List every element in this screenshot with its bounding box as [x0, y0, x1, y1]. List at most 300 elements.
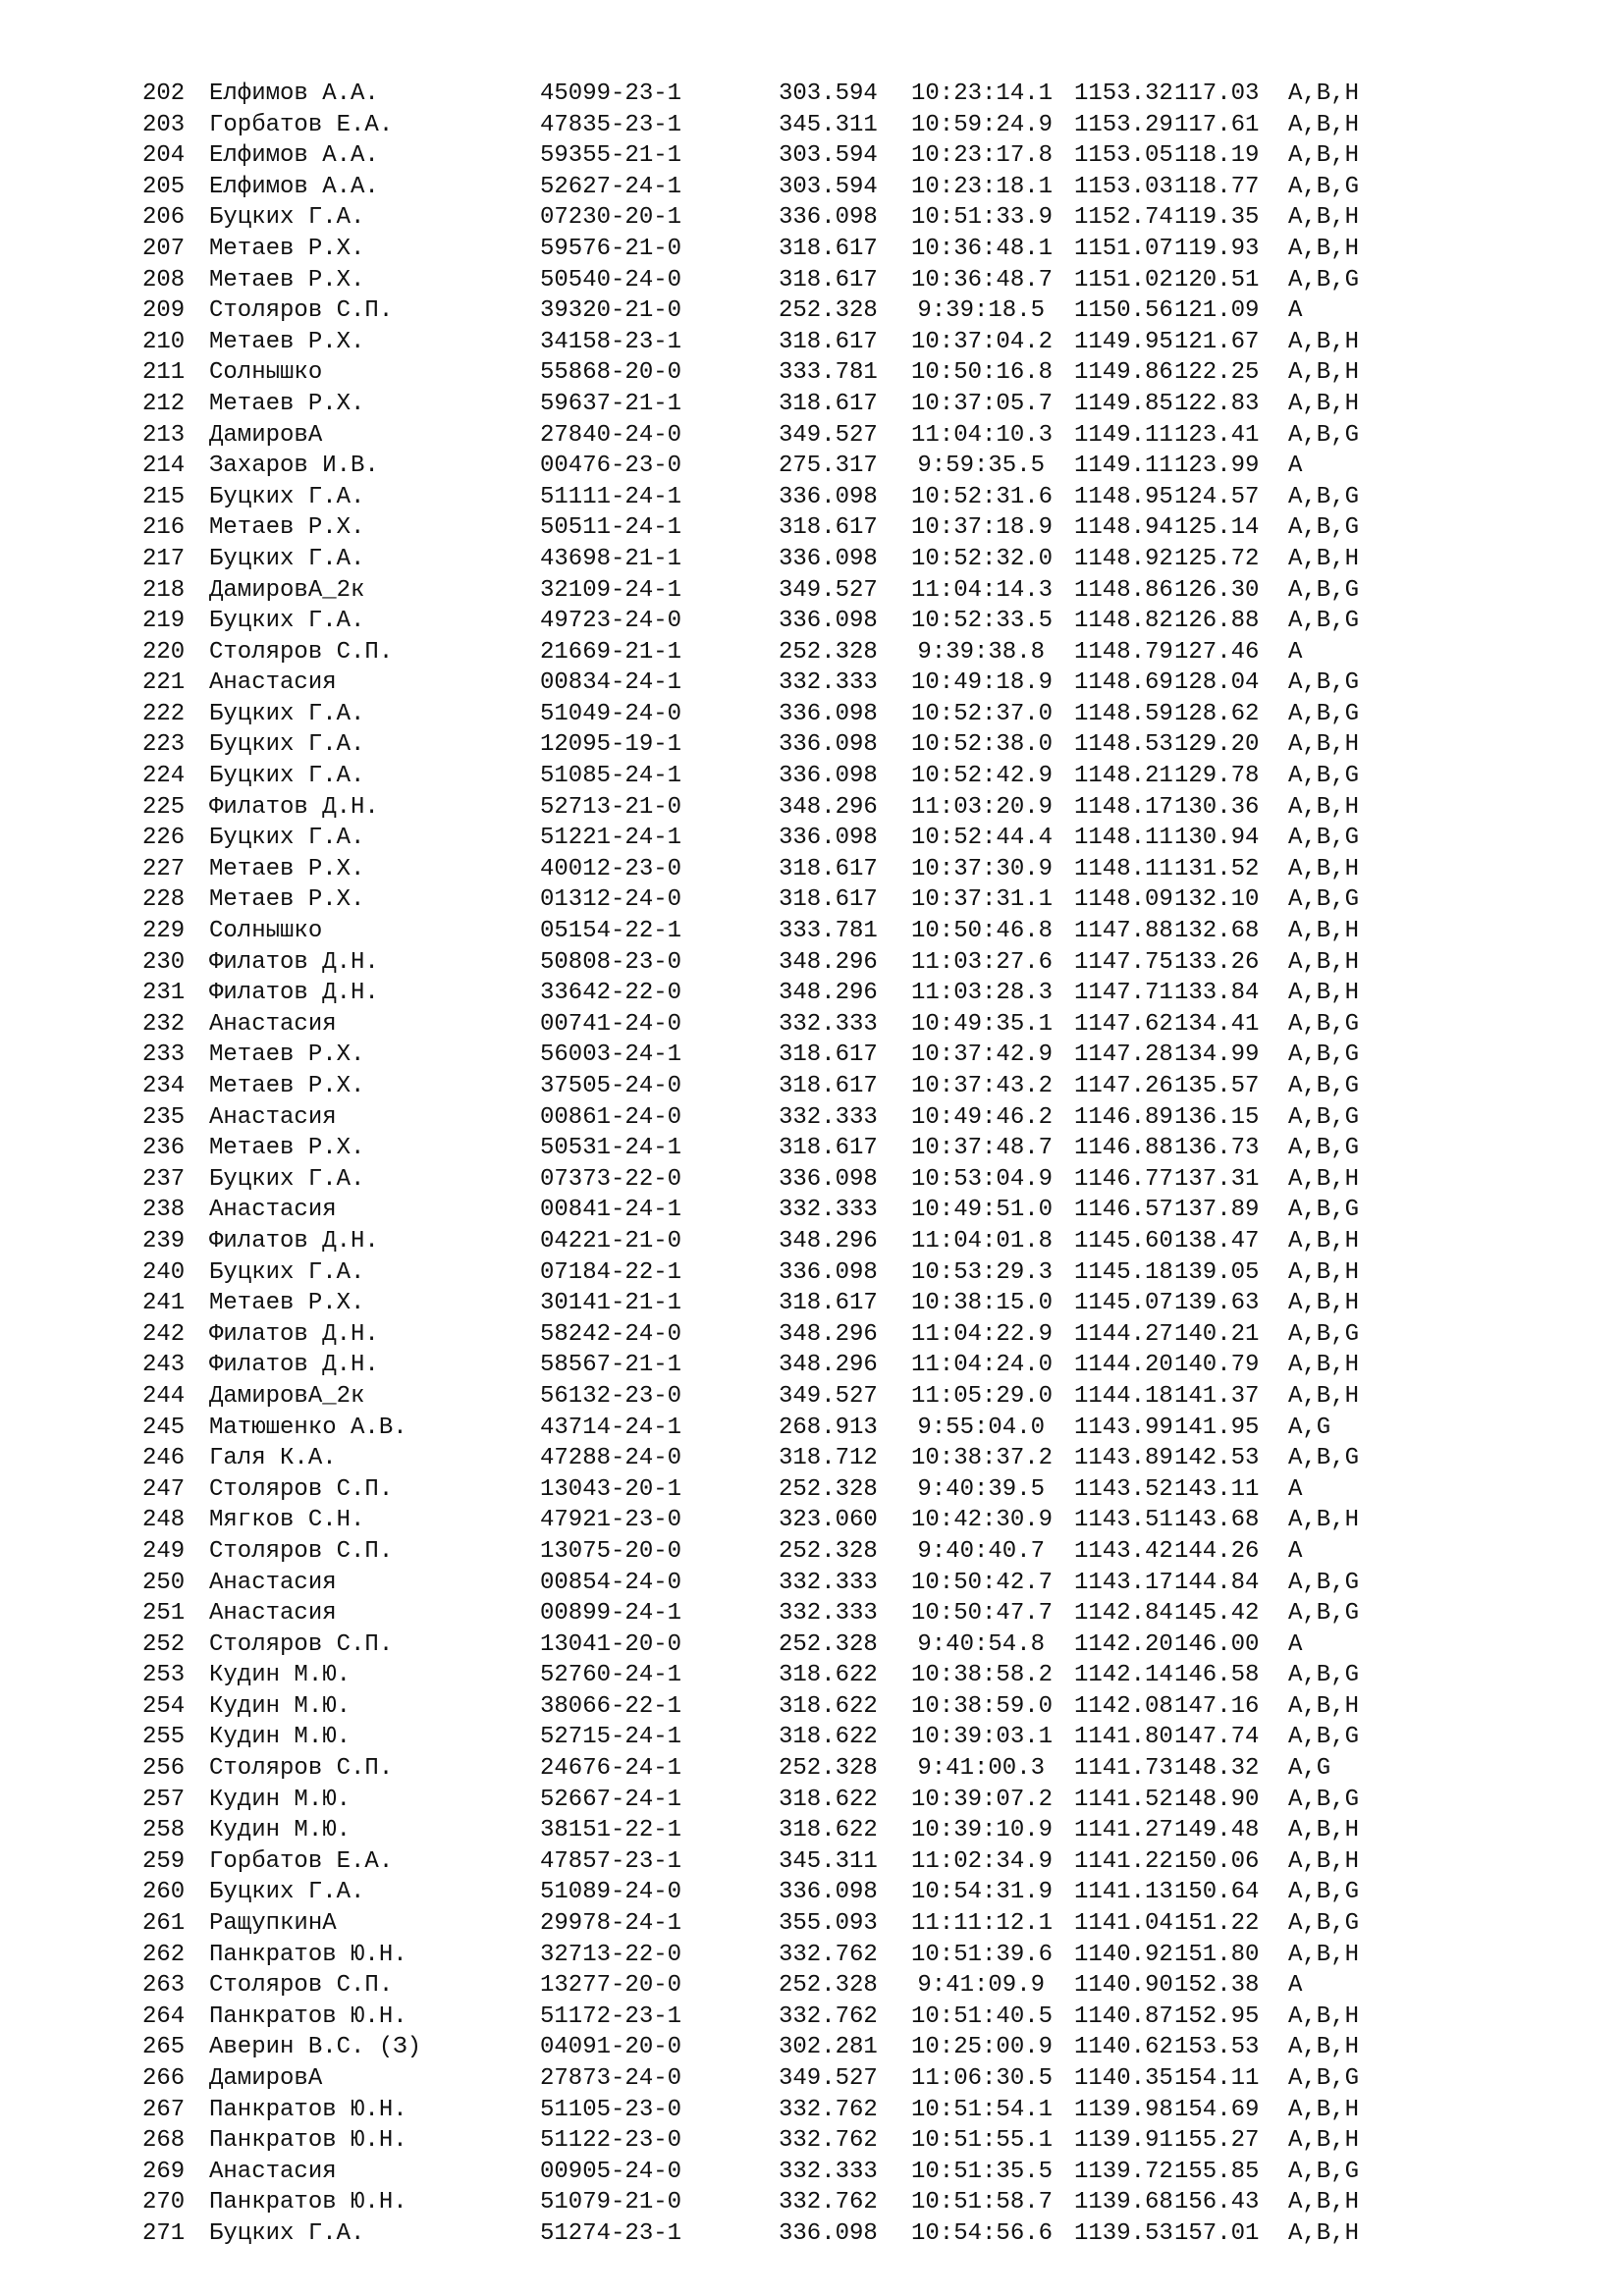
distance: 348.296	[779, 793, 878, 821]
owner-name: Аверин В.С. (З)	[209, 2034, 422, 2061]
points: 148.90	[1174, 1786, 1260, 1813]
arrival-time: 10:37:48.7	[911, 1135, 1054, 1162]
place-number: 221	[142, 669, 186, 697]
distance: 323.060	[779, 1507, 878, 1534]
distance: 252.328	[779, 297, 878, 325]
categories: A,B,G	[1288, 266, 1360, 294]
place-number: 252	[142, 1630, 186, 1658]
speed: 1144.27	[1074, 1320, 1173, 1348]
distance: 252.328	[779, 1630, 878, 1658]
table-row	[142, 79, 1377, 110]
arrival-time: 11:06:30.5	[911, 2065, 1054, 2092]
categories: A,B,H	[1288, 1941, 1360, 1968]
ring-number: 51049-24-0	[540, 700, 682, 727]
owner-name: Панкратов Ю.Н.	[209, 2096, 407, 2123]
speed: 1153.05	[1074, 142, 1173, 170]
ring-number: 51105-23-0	[540, 2096, 682, 2123]
points: 127.46	[1174, 638, 1260, 666]
categories: A	[1288, 1630, 1303, 1658]
arrival-time: 10:59:24.9	[911, 111, 1054, 138]
arrival-time: 9:55:04.0	[917, 1414, 1045, 1441]
categories: A,B,H	[1288, 1290, 1360, 1317]
place-number: 254	[142, 1692, 186, 1720]
table-row	[142, 699, 1377, 730]
distance: 318.617	[779, 390, 878, 417]
distance: 336.098	[779, 483, 878, 510]
speed: 1139.68	[1074, 2189, 1173, 2216]
points: 150.64	[1174, 1879, 1260, 1906]
owner-name: Буцких Г.А.	[209, 1165, 365, 1193]
points: 128.62	[1174, 700, 1260, 727]
distance: 318.617	[779, 1135, 878, 1162]
speed: 1146.88	[1074, 1135, 1173, 1162]
place-number: 257	[142, 1786, 186, 1813]
owner-name: Кудин М.Ю.	[209, 1817, 352, 1844]
points: 135.57	[1174, 1073, 1260, 1099]
arrival-time: 11:11:12.1	[911, 1910, 1054, 1938]
table-row	[142, 2125, 1377, 2157]
owner-name: Солнышко	[209, 359, 323, 387]
categories: A,B,H	[1288, 731, 1360, 759]
arrival-time: 10:54:31.9	[911, 1879, 1054, 1906]
points: 149.48	[1174, 1817, 1260, 1844]
table-row	[142, 1877, 1377, 1908]
points: 146.58	[1174, 1662, 1260, 1689]
points: 125.72	[1174, 545, 1260, 572]
points: 139.63	[1174, 1290, 1260, 1317]
points: 147.74	[1174, 1724, 1260, 1751]
points: 151.80	[1174, 1941, 1260, 1968]
distance: 332.762	[779, 1941, 878, 1968]
table-row	[142, 234, 1377, 265]
place-number: 216	[142, 514, 186, 542]
arrival-time: 9:39:38.8	[917, 638, 1045, 666]
speed: 1148.11	[1074, 855, 1173, 882]
arrival-time: 10:50:42.7	[911, 1569, 1054, 1596]
arrival-time: 10:51:55.1	[911, 2127, 1054, 2155]
categories: A,B,G	[1288, 1879, 1360, 1906]
categories: A,B,G	[1288, 483, 1360, 510]
points: 140.79	[1174, 1352, 1260, 1379]
speed: 1148.11	[1074, 825, 1173, 852]
place-number: 218	[142, 576, 186, 604]
arrival-time: 10:52:32.0	[911, 545, 1054, 572]
owner-name: Кудин М.Ю.	[209, 1786, 352, 1813]
ring-number: 47857-23-1	[540, 1847, 682, 1875]
categories: A	[1288, 1972, 1303, 2000]
arrival-time: 10:51:33.9	[911, 204, 1054, 232]
owner-name: Буцких Г.А.	[209, 545, 365, 572]
ring-number: 04091-20-0	[540, 2034, 682, 2061]
table-row	[142, 1474, 1377, 1506]
categories: A,B,H	[1288, 111, 1360, 138]
points: 151.22	[1174, 1910, 1260, 1938]
distance: 332.333	[779, 669, 878, 697]
owner-name: Метаев Р.Х.	[209, 1073, 365, 1099]
ring-number: 47835-23-1	[540, 111, 682, 138]
place-number: 215	[142, 483, 186, 510]
table-row	[142, 357, 1377, 389]
place-number: 249	[142, 1537, 186, 1565]
table-row	[142, 1102, 1377, 1134]
categories: A,B,G	[1288, 576, 1360, 604]
owner-name: Панкратов Ю.Н.	[209, 2002, 407, 2030]
table-row	[142, 916, 1377, 947]
owner-name: Метаев Р.Х.	[209, 886, 365, 914]
speed: 1144.18	[1074, 1382, 1173, 1410]
arrival-time: 10:39:07.2	[911, 1786, 1054, 1813]
place-number: 226	[142, 825, 186, 852]
speed: 1147.26	[1074, 1073, 1173, 1099]
points: 150.06	[1174, 1847, 1260, 1875]
speed: 1148.86	[1074, 576, 1173, 604]
ring-number: 51172-23-1	[540, 2002, 682, 2030]
ring-number: 51089-24-0	[540, 1879, 682, 1906]
ring-number: 59576-21-0	[540, 235, 682, 262]
table-row	[142, 1226, 1377, 1257]
speed: 1143.17	[1074, 1569, 1173, 1596]
ring-number: 56003-24-1	[540, 1041, 682, 1069]
arrival-time: 10:49:35.1	[911, 1010, 1054, 1038]
distance: 348.296	[779, 1227, 878, 1255]
points: 155.27	[1174, 2127, 1260, 2155]
speed: 1148.09	[1074, 886, 1173, 914]
speed: 1153.03	[1074, 173, 1173, 200]
speed: 1143.99	[1074, 1414, 1173, 1441]
place-number: 235	[142, 1103, 186, 1131]
categories: A,B,G	[1288, 1320, 1360, 1348]
ring-number: 47921-23-0	[540, 1507, 682, 1534]
distance: 336.098	[779, 700, 878, 727]
table-row	[142, 1505, 1377, 1536]
ring-number: 00476-23-0	[540, 453, 682, 480]
arrival-time: 10:23:18.1	[911, 173, 1054, 200]
arrival-time: 10:38:15.0	[911, 1290, 1054, 1317]
arrival-time: 10:37:30.9	[911, 855, 1054, 882]
table-row	[142, 1660, 1377, 1691]
points: 120.51	[1174, 266, 1260, 294]
table-row	[142, 2063, 1377, 2095]
place-number: 213	[142, 421, 186, 449]
categories: A,B,G	[1288, 1786, 1360, 1813]
place-number: 205	[142, 173, 186, 200]
arrival-time: 10:51:39.6	[911, 1941, 1054, 1968]
points: 134.99	[1174, 1041, 1260, 1069]
arrival-time: 10:37:18.9	[911, 514, 1054, 542]
points: 121.67	[1174, 328, 1260, 355]
speed: 1142.08	[1074, 1692, 1173, 1720]
owner-name: Анастасия	[209, 669, 337, 697]
speed: 1140.92	[1074, 1941, 1173, 1968]
ring-number: 24676-24-1	[540, 1755, 682, 1783]
categories: A,B,H	[1288, 2034, 1360, 2061]
categories: A,B,H	[1288, 545, 1360, 572]
place-number: 233	[142, 1041, 186, 1069]
table-row	[142, 1940, 1377, 1971]
speed: 1148.92	[1074, 545, 1173, 572]
place-number: 246	[142, 1445, 186, 1472]
points: 117.03	[1174, 80, 1260, 107]
results-table	[142, 79, 1377, 2250]
points: 131.52	[1174, 855, 1260, 882]
table-row	[142, 1288, 1377, 1319]
arrival-time: 10:52:31.6	[911, 483, 1054, 510]
categories: A,B,H	[1288, 980, 1360, 1007]
points: 132.68	[1174, 918, 1260, 945]
arrival-time: 10:36:48.1	[911, 235, 1054, 262]
ring-number: 29978-24-1	[540, 1910, 682, 1938]
distance: 303.594	[779, 142, 878, 170]
points: 137.89	[1174, 1197, 1260, 1224]
ring-number: 13041-20-0	[540, 1630, 682, 1658]
distance: 336.098	[779, 2219, 878, 2247]
categories: A,B,H	[1288, 328, 1360, 355]
categories: A,B,H	[1288, 1847, 1360, 1875]
owner-name: Елфимов А.А.	[209, 80, 379, 107]
speed: 1141.52	[1074, 1786, 1173, 1813]
ring-number: 04221-21-0	[540, 1227, 682, 1255]
distance: 252.328	[779, 1972, 878, 2000]
points: 147.16	[1174, 1692, 1260, 1720]
categories: A,B,H	[1288, 1382, 1360, 1410]
owner-name: Галя К.А.	[209, 1445, 337, 1472]
speed: 1148.95	[1074, 483, 1173, 510]
categories: A,B,G	[1288, 1073, 1360, 1099]
ring-number: 05154-22-1	[540, 918, 682, 945]
place-number: 247	[142, 1475, 186, 1503]
speed: 1147.62	[1074, 1010, 1173, 1038]
arrival-time: 10:49:46.2	[911, 1103, 1054, 1131]
distance: 348.296	[779, 1320, 878, 1348]
arrival-time: 10:37:43.2	[911, 1073, 1054, 1099]
points: 157.01	[1174, 2219, 1260, 2247]
arrival-time: 10:52:38.0	[911, 731, 1054, 759]
place-number: 262	[142, 1941, 186, 1968]
owner-name: Панкратов Ю.Н.	[209, 1941, 407, 1968]
distance: 336.098	[779, 825, 878, 852]
distance: 348.296	[779, 1352, 878, 1379]
points: 129.20	[1174, 731, 1260, 759]
table-row	[142, 947, 1377, 979]
ring-number: 59355-21-1	[540, 142, 682, 170]
speed: 1148.59	[1074, 700, 1173, 727]
table-row	[142, 420, 1377, 452]
distance: 336.098	[779, 1165, 878, 1193]
speed: 1150.56	[1074, 297, 1173, 325]
categories: A,B,H	[1288, 2189, 1360, 2216]
ring-number: 52627-24-1	[540, 173, 682, 200]
place-number: 264	[142, 2002, 186, 2030]
distance: 349.527	[779, 1382, 878, 1410]
place-number: 217	[142, 545, 186, 572]
ring-number: 51122-23-0	[540, 2127, 682, 2155]
categories: A,B,G	[1288, 669, 1360, 697]
place-number: 214	[142, 453, 186, 480]
owner-name: Буцких Г.А.	[209, 825, 365, 852]
ring-number: 00861-24-0	[540, 1103, 682, 1131]
owner-name: ДамировА_2к	[209, 1382, 365, 1410]
categories: A,B,H	[1288, 1507, 1360, 1534]
categories: A,B,G	[1288, 1569, 1360, 1596]
points: 152.38	[1174, 1972, 1260, 2000]
distance: 318.617	[779, 266, 878, 294]
points: 123.99	[1174, 453, 1260, 480]
arrival-time: 10:37:31.1	[911, 886, 1054, 914]
ring-number: 21669-21-1	[540, 638, 682, 666]
speed: 1141.73	[1074, 1755, 1173, 1783]
place-number: 219	[142, 608, 186, 635]
points: 132.10	[1174, 886, 1260, 914]
categories: A,B,G	[1288, 1662, 1360, 1689]
categories: A,B,G	[1288, 886, 1360, 914]
owner-name: Столяров С.П.	[209, 1755, 394, 1783]
categories: A,G	[1288, 1755, 1331, 1783]
categories: A,B,H	[1288, 2219, 1360, 2247]
arrival-time: 11:04:01.8	[911, 1227, 1054, 1255]
categories: A,B,G	[1288, 1135, 1360, 1162]
ring-number: 00905-24-0	[540, 2158, 682, 2185]
points: 130.36	[1174, 793, 1260, 821]
ring-number: 27873-24-0	[540, 2065, 682, 2092]
ring-number: 30141-21-1	[540, 1290, 682, 1317]
table-row	[142, 140, 1377, 172]
owner-name: Буцких Г.А.	[209, 763, 365, 790]
owner-name: Анастасия	[209, 1103, 337, 1131]
place-number: 228	[142, 886, 186, 914]
distance: 348.296	[779, 980, 878, 1007]
categories: A,B,H	[1288, 1258, 1360, 1286]
ring-number: 38151-22-1	[540, 1817, 682, 1844]
speed: 1149.95	[1074, 328, 1173, 355]
points: 141.37	[1174, 1382, 1260, 1410]
ring-number: 45099-23-1	[540, 80, 682, 107]
owner-name: Метаев Р.Х.	[209, 1041, 365, 1069]
speed: 1142.14	[1074, 1662, 1173, 1689]
table-row	[142, 1722, 1377, 1753]
ring-number: 00834-24-1	[540, 669, 682, 697]
arrival-time: 10:52:33.5	[911, 608, 1054, 635]
ring-number: 32713-22-0	[540, 1941, 682, 1968]
speed: 1148.82	[1074, 608, 1173, 635]
points: 136.73	[1174, 1135, 1260, 1162]
owner-name: Горбатов Е.А.	[209, 111, 394, 138]
arrival-time: 9:40:39.5	[917, 1475, 1045, 1503]
owner-name: Анастасия	[209, 1197, 337, 1224]
arrival-time: 10:50:16.8	[911, 359, 1054, 387]
categories: A,B,G	[1288, 2065, 1360, 2092]
ring-number: 51079-21-0	[540, 2189, 682, 2216]
place-number: 206	[142, 204, 186, 232]
place-number: 237	[142, 1165, 186, 1193]
arrival-time: 10:23:17.8	[911, 142, 1054, 170]
table-row	[142, 575, 1377, 607]
distance: 332.762	[779, 2002, 878, 2030]
owner-name: Матюшенко А.В.	[209, 1414, 407, 1441]
distance: 336.098	[779, 608, 878, 635]
ring-number: 56132-23-0	[540, 1382, 682, 1410]
distance: 333.781	[779, 918, 878, 945]
arrival-time: 10:52:37.0	[911, 700, 1054, 727]
owner-name: ДамировА	[209, 421, 323, 449]
speed: 1151.02	[1074, 266, 1173, 294]
ring-number: 00854-24-0	[540, 1569, 682, 1596]
speed: 1139.98	[1074, 2096, 1173, 2123]
arrival-time: 10:52:44.4	[911, 825, 1054, 852]
place-number: 261	[142, 1910, 186, 1938]
ring-number: 00741-24-0	[540, 1010, 682, 1038]
speed: 1148.69	[1074, 669, 1173, 697]
place-number: 250	[142, 1569, 186, 1596]
points: 143.11	[1174, 1475, 1260, 1503]
distance: 318.712	[779, 1445, 878, 1472]
owner-name: Филатов Д.Н.	[209, 1227, 379, 1255]
points: 142.53	[1174, 1445, 1260, 1472]
speed: 1148.17	[1074, 793, 1173, 821]
arrival-time: 11:04:14.3	[911, 576, 1054, 604]
points: 118.77	[1174, 173, 1260, 200]
speed: 1141.80	[1074, 1724, 1173, 1751]
place-number: 240	[142, 1258, 186, 1286]
categories: A,B,H	[1288, 359, 1360, 387]
points: 118.19	[1174, 142, 1260, 170]
table-row	[142, 884, 1377, 916]
table-row	[142, 1319, 1377, 1351]
table-row	[142, 1381, 1377, 1413]
points: 128.04	[1174, 669, 1260, 697]
distance: 332.333	[779, 1600, 878, 1628]
arrival-time: 10:54:56.6	[911, 2219, 1054, 2247]
ring-number: 51085-24-1	[540, 763, 682, 790]
table-row	[142, 1970, 1377, 2002]
arrival-time: 10:52:42.9	[911, 763, 1054, 790]
table-row	[142, 667, 1377, 699]
owner-name: Анастасия	[209, 1600, 337, 1628]
distance: 349.527	[779, 421, 878, 449]
owner-name: Буцких Г.А.	[209, 204, 365, 232]
categories: A,B,H	[1288, 390, 1360, 417]
table-row	[142, 512, 1377, 544]
arrival-time: 10:49:51.0	[911, 1197, 1054, 1224]
table-row	[142, 1753, 1377, 1785]
arrival-time: 10:51:35.5	[911, 2158, 1054, 2185]
place-number: 245	[142, 1414, 186, 1441]
place-number: 231	[142, 980, 186, 1007]
arrival-time: 10:38:59.0	[911, 1692, 1054, 1720]
distance: 332.333	[779, 1103, 878, 1131]
ring-number: 52760-24-1	[540, 1662, 682, 1689]
speed: 1146.57	[1074, 1197, 1173, 1224]
ring-number: 51221-24-1	[540, 825, 682, 852]
distance: 345.311	[779, 111, 878, 138]
place-number: 227	[142, 855, 186, 882]
owner-name: Метаев Р.Х.	[209, 328, 365, 355]
arrival-time: 9:39:18.5	[917, 297, 1045, 325]
table-row	[142, 729, 1377, 761]
speed: 1139.53	[1074, 2219, 1173, 2247]
ring-number: 27840-24-0	[540, 421, 682, 449]
distance: 318.622	[779, 1786, 878, 1813]
place-number: 255	[142, 1724, 186, 1751]
points: 154.11	[1174, 2065, 1260, 2092]
ring-number: 34158-23-1	[540, 328, 682, 355]
ring-number: 51111-24-1	[540, 483, 682, 510]
place-number: 263	[142, 1972, 186, 2000]
speed: 1147.28	[1074, 1041, 1173, 1069]
points: 121.09	[1174, 297, 1260, 325]
place-number: 242	[142, 1320, 186, 1348]
table-row	[142, 978, 1377, 1009]
owner-name: Буцких Г.А.	[209, 731, 365, 759]
